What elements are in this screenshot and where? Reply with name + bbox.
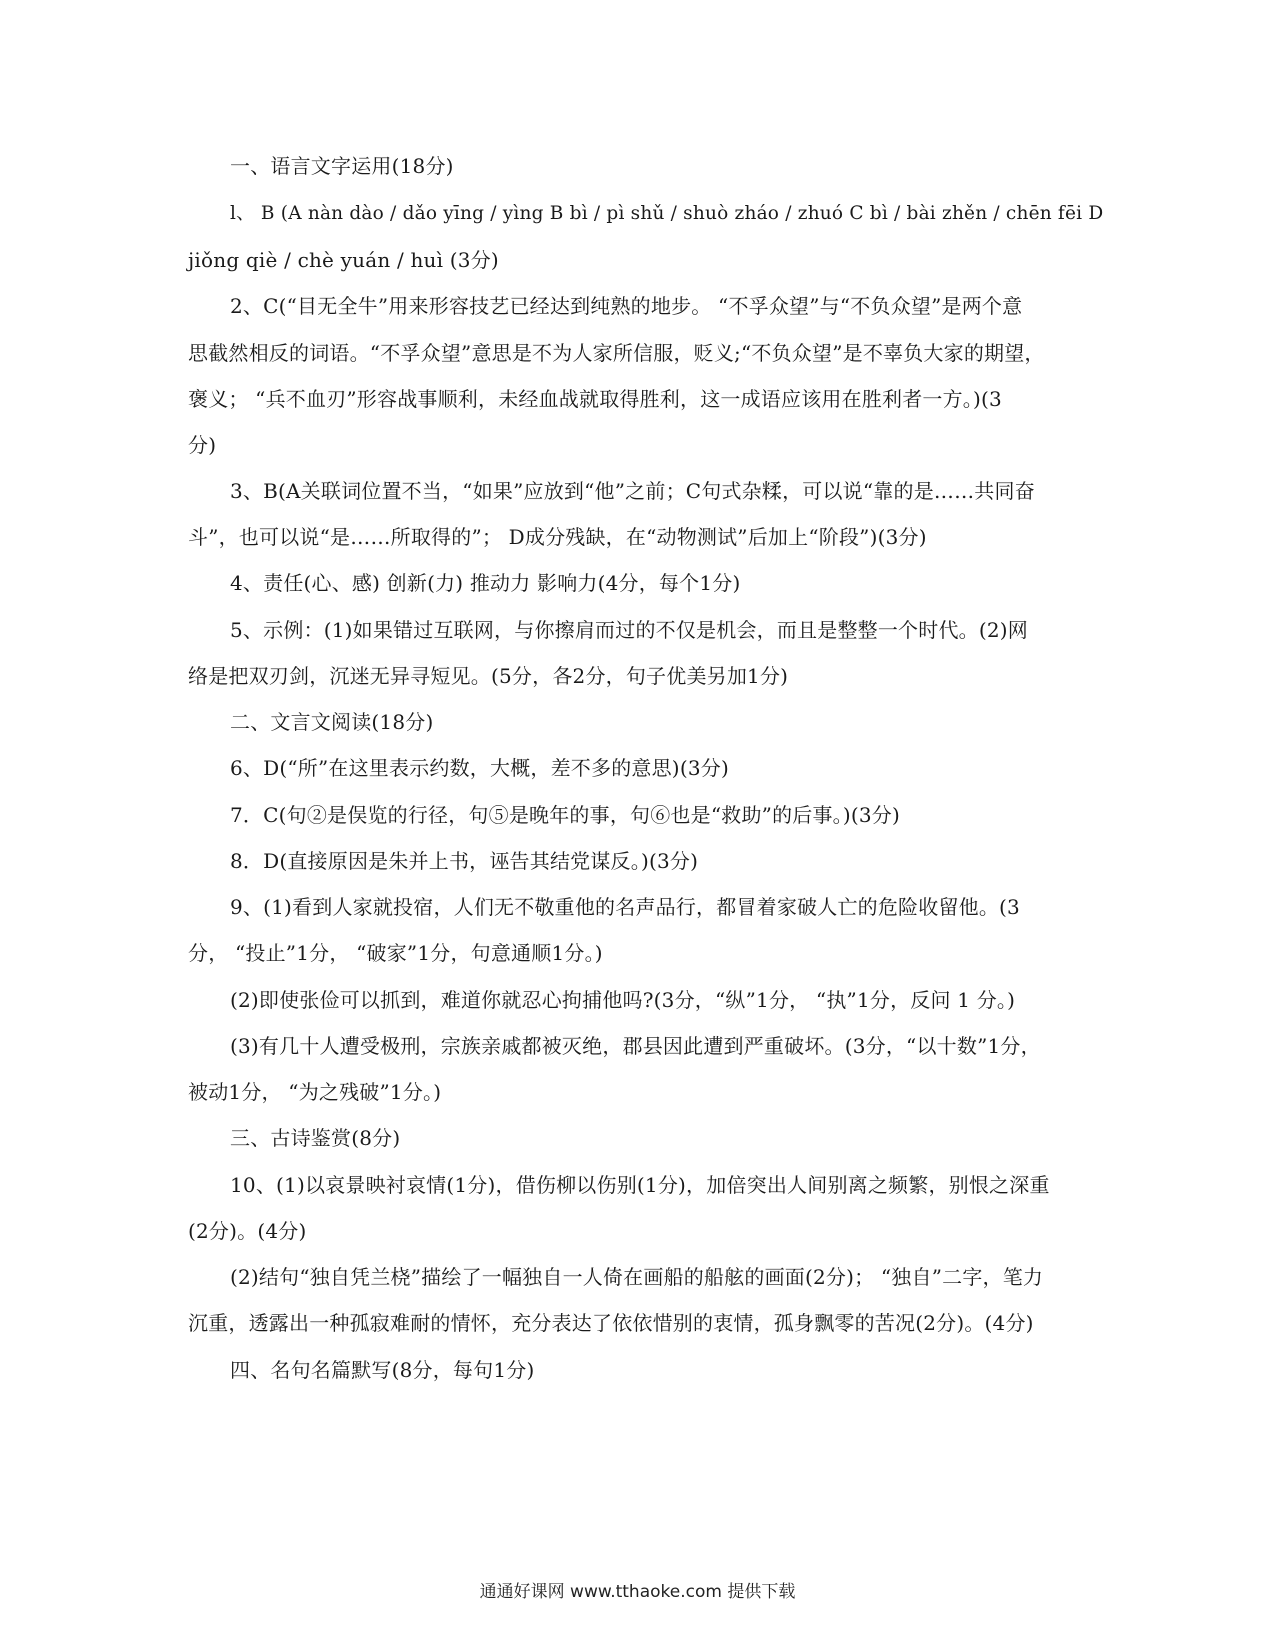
answer-line: 10、(1)以哀景映衬哀情(1分)，借伤柳以伤别(1分)，加倍突出人间别离之频繁，别恨之深重	[230, 1173, 1050, 1197]
answer-line: 4、责任(心、感) 创新(力) 推动力 影响力(4分，每个1分)	[230, 571, 741, 595]
answer-line: 络是把双刃剑，沉迷无异寻短见。(5分，各2分，句子优美另加1分)	[188, 664, 789, 688]
answer-line: 分， “投止”1分， “破家”1分，句意通顺1分。)	[188, 941, 603, 965]
answer-line: 沉重，透露出一种孤寂难耐的情怀，充分表达了依依惜别的衷情，孤身飘零的苦况(2分)。(4分)	[188, 1311, 1034, 1335]
answer-line: 斗”，也可以说“是……所取得的”； D成分残缺，在“动物测试”后加上“阶段”)(3分)	[188, 525, 927, 549]
answer-line: l、 B (A nàn dào / dǎo yīng / yìng B bì / pì shǔ / shuò zháo / zhuó C bì / bài zhěn / chēn fēi D	[230, 203, 1104, 224]
answer-line: 分)	[188, 433, 217, 457]
answer-line: (2)即使张俭可以抓到，难道你就忍心拘捕他吗?(3分，“纵”1分， “执”1分，反问 1 分。)	[230, 988, 1016, 1012]
answer-line: 3、B(A关联词位置不当，“如果”应放到“他”之前；C句式杂糅，可以说“靠的是……共同奋	[230, 479, 1035, 503]
answer-line: 褒义； “兵不血刃”形容战事顺利，未经血战就取得胜利，这一成语应该用在胜利者一方。)(3	[188, 387, 1002, 411]
answer-line: (2)结句“独自凭兰桡”描绘了一幅独自一人倚在画船的船舷的画面(2分)； “独自”二字，笔力	[230, 1265, 1044, 1289]
section-heading-4: 四、名句名篇默写(8分，每句1分)	[230, 1358, 535, 1382]
section-heading-1: 一、语言文字运用(18分)	[230, 154, 454, 178]
section-heading-2: 二、文言文阅读(18分)	[230, 710, 434, 734]
answer-line: 7．C(句②是俣览的行径，句⑤是晚年的事，句⑥也是“救助”的后事。)(3分)	[230, 803, 901, 827]
answer-line: 6、D(“所”在这里表示约数，大概，差不多的意思)(3分)	[230, 756, 729, 780]
section-heading-3: 三、古诗鉴赏(8分)	[230, 1126, 401, 1150]
answer-line: 被动1分， “为之残破”1分。)	[188, 1080, 442, 1104]
answer-line: 8．D(直接原因是朱并上书，诬告其结党谋反。)(3分)	[230, 849, 699, 873]
answer-line: 2、C(“目无全牛”用来形容技艺已经达到纯熟的地步。 “不孚众望”与“不负众望”是两个意	[230, 294, 1023, 318]
answer-line: 思截然相反的词语。“不孚众望”意思是不为人家所信服，贬义;“不负众望”是不辜负大家的期望，	[188, 341, 1045, 365]
answer-line: jiǒng qiè / chè yuán / huì (3分)	[188, 248, 499, 272]
answer-line: (3)有几十人遭受极刑，宗族亲戚都被灭绝，郡县因此遭到严重破坏。(3分，“以十数”1分，	[230, 1034, 1041, 1058]
answer-line: 5、示例：(1)如果错过互联网，与你擦肩而过的不仅是机会，而且是整整一个时代。(2)网	[230, 618, 1028, 642]
answer-line: 9、(1)看到人家就投宿，人们无不敬重他的名声品行，都冒着家破人亡的危险收留他。(3	[230, 895, 1020, 919]
answer-line: (2分)。(4分)	[188, 1219, 307, 1243]
page-footer: 通通好课网 www.tthaoke.com 提供下载	[479, 1582, 796, 1602]
